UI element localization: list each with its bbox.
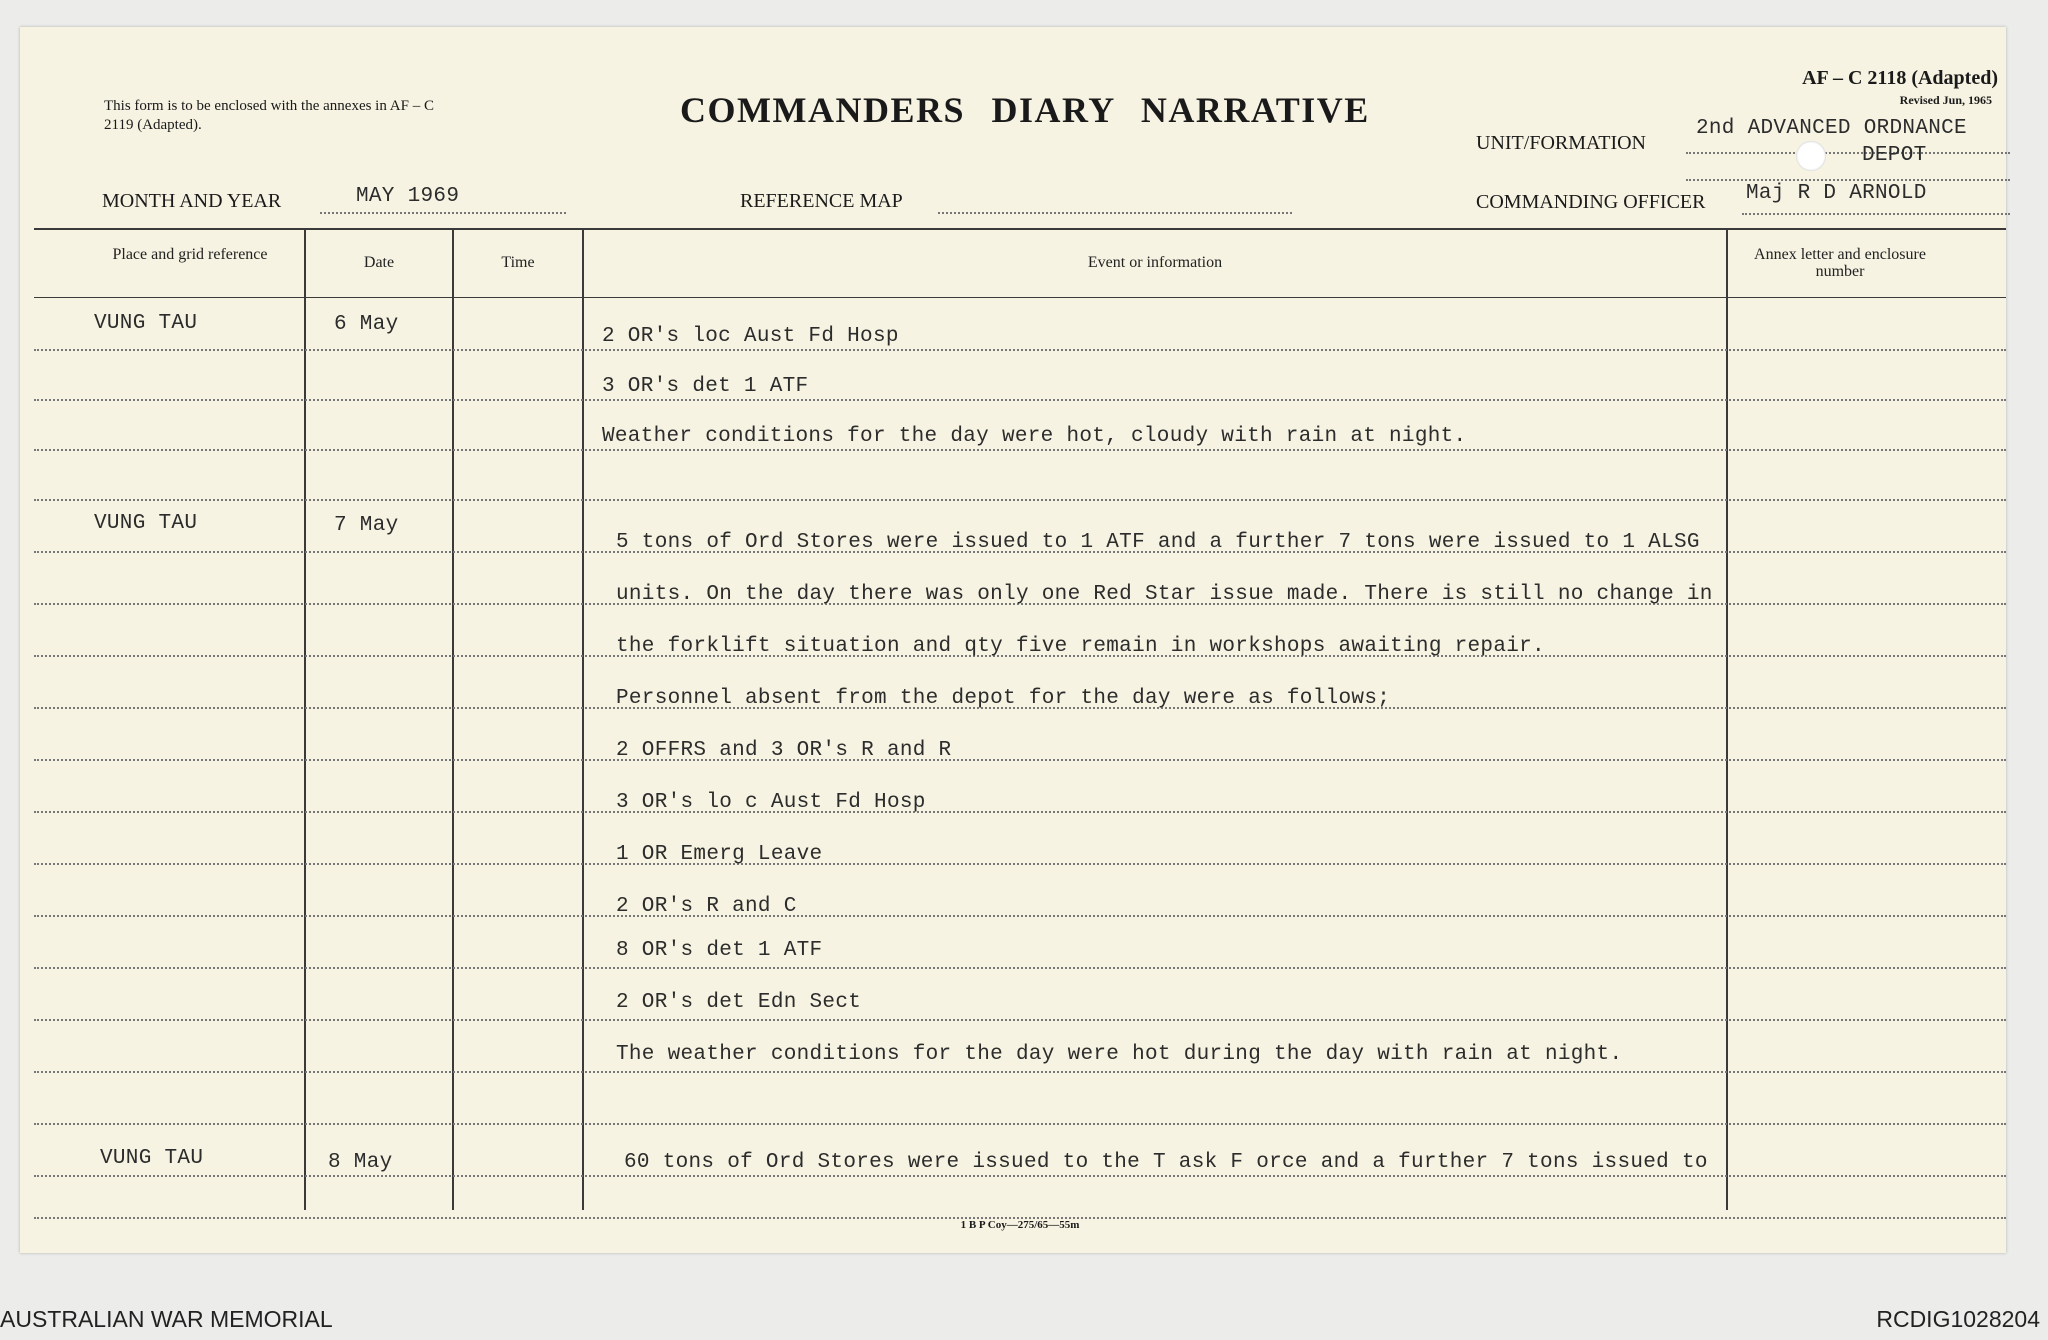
- entry-line: 3 OR's det 1 ATF: [602, 375, 809, 398]
- ruled-line: [34, 915, 2006, 917]
- reference-map-label: REFERENCE MAP: [740, 190, 903, 212]
- col-header-annex: Annex letter and enclosure number: [1754, 246, 1926, 280]
- col-header-time: Time: [501, 254, 535, 271]
- entry-date: 6 May: [334, 313, 399, 336]
- entry-line: the forklift situation and qty five remain in workshops awaiting repair.: [616, 635, 1545, 658]
- ruled-line: [34, 759, 2006, 761]
- entry-place: VUNG TAU: [94, 312, 198, 335]
- entry-line: 2 OR's loc Aust Fd Hosp: [602, 325, 899, 348]
- entry-line: Personnel absent from the depot for the day were as follows;: [616, 687, 1391, 710]
- form-title: COMMANDERS DIARY NARRATIVE: [680, 90, 1370, 130]
- ruled-line: [34, 1175, 2006, 1177]
- unit-formation-line-2: [1686, 179, 2010, 181]
- table-header-rule: [34, 297, 2006, 298]
- unit-formation-value: 2nd ADVANCED ORDNANCE: [1696, 117, 1967, 140]
- form-number: AF – C 2118 (Adapted): [1802, 67, 1998, 89]
- month-year-label: MONTH AND YEAR: [102, 190, 282, 212]
- archive-catalogue-id: RCDIG1028204: [1876, 1306, 2040, 1332]
- ruled-line: [34, 449, 2006, 451]
- archive-institution: AUSTRALIAN WAR MEMORIAL: [0, 1306, 333, 1332]
- ruled-line: [34, 1019, 2006, 1021]
- ruled-line: [34, 811, 2006, 813]
- unit-formation-label: UNIT/FORMATION: [1476, 132, 1646, 154]
- commanding-officer-value: Maj R D ARNOLD: [1746, 182, 1927, 205]
- entry-line: 1 OR Emerg Leave: [616, 843, 823, 866]
- entry-line: 2 OR's det Edn Sect: [616, 991, 862, 1014]
- col-header-date: Date: [363, 254, 395, 271]
- punch-hole: [1796, 141, 1826, 171]
- col-header-event: Event or information: [1087, 254, 1223, 271]
- ruled-line: [34, 863, 2006, 865]
- entry-line: 60 tons of Ord Stores were issued to the T ask F orce and a further 7 tons issued to: [624, 1151, 1708, 1174]
- col-divider-date: [452, 228, 454, 1210]
- commanding-officer-label: COMMANDING OFFICER: [1476, 191, 1706, 213]
- ruled-line: [34, 499, 2006, 501]
- entry-line: 2 OR's R and C: [616, 895, 797, 918]
- commanding-officer-line: [1742, 213, 2010, 215]
- ruled-line: [34, 967, 2006, 969]
- entry-date: 8 May: [328, 1151, 393, 1174]
- unit-formation-line: [1686, 152, 2010, 154]
- col-divider-event: [1726, 228, 1728, 1210]
- col-header-place: Place and grid reference: [112, 246, 268, 263]
- entry-line: 5 tons of Ord Stores were issued to 1 ATF and a further 7 tons were issued to 1 ALSG: [616, 531, 1700, 554]
- month-year-value: MAY 1969: [356, 185, 460, 208]
- form-revision: Revised Jun, 1965: [1899, 93, 1992, 107]
- printer-imprint: 1 B P Coy—275/65—55m: [960, 1219, 1080, 1231]
- entry-place: VUNG TAU: [94, 512, 198, 535]
- ruled-line: [34, 399, 2006, 401]
- entry-date: 7 May: [334, 514, 399, 537]
- table-top-rule: [34, 228, 2006, 230]
- entry-line: 2 OFFRS and 3 OR's R and R: [616, 739, 952, 762]
- entry-line: The weather conditions for the day were hot during the day with rain at night.: [616, 1043, 1623, 1066]
- ruled-line: [34, 349, 2006, 351]
- col-divider-time: [582, 228, 584, 1210]
- reference-map-line: [938, 212, 1292, 214]
- entry-line: Weather conditions for the day were hot, cloudy with rain at night.: [602, 425, 1467, 448]
- entry-place: VUNG TAU: [100, 1147, 204, 1170]
- entry-line: units. On the day there was only one Red Star issue made. There is still no change in: [616, 583, 1713, 606]
- entry-line: 8 OR's det 1 ATF: [616, 939, 823, 962]
- enclosure-note: This form is to be enclosed with the annexes in AF – C 2119 (Adapted).: [104, 98, 434, 133]
- ruled-line: [34, 1123, 2006, 1125]
- entry-line: 3 OR's lo c Aust Fd Hosp: [616, 791, 926, 814]
- ruled-line: [34, 1071, 2006, 1073]
- col-divider-place: [304, 228, 306, 1210]
- diary-form-sheet: [20, 27, 2006, 1253]
- unit-formation-value-2: DEPOT: [1862, 144, 1927, 167]
- month-year-line: [320, 212, 566, 214]
